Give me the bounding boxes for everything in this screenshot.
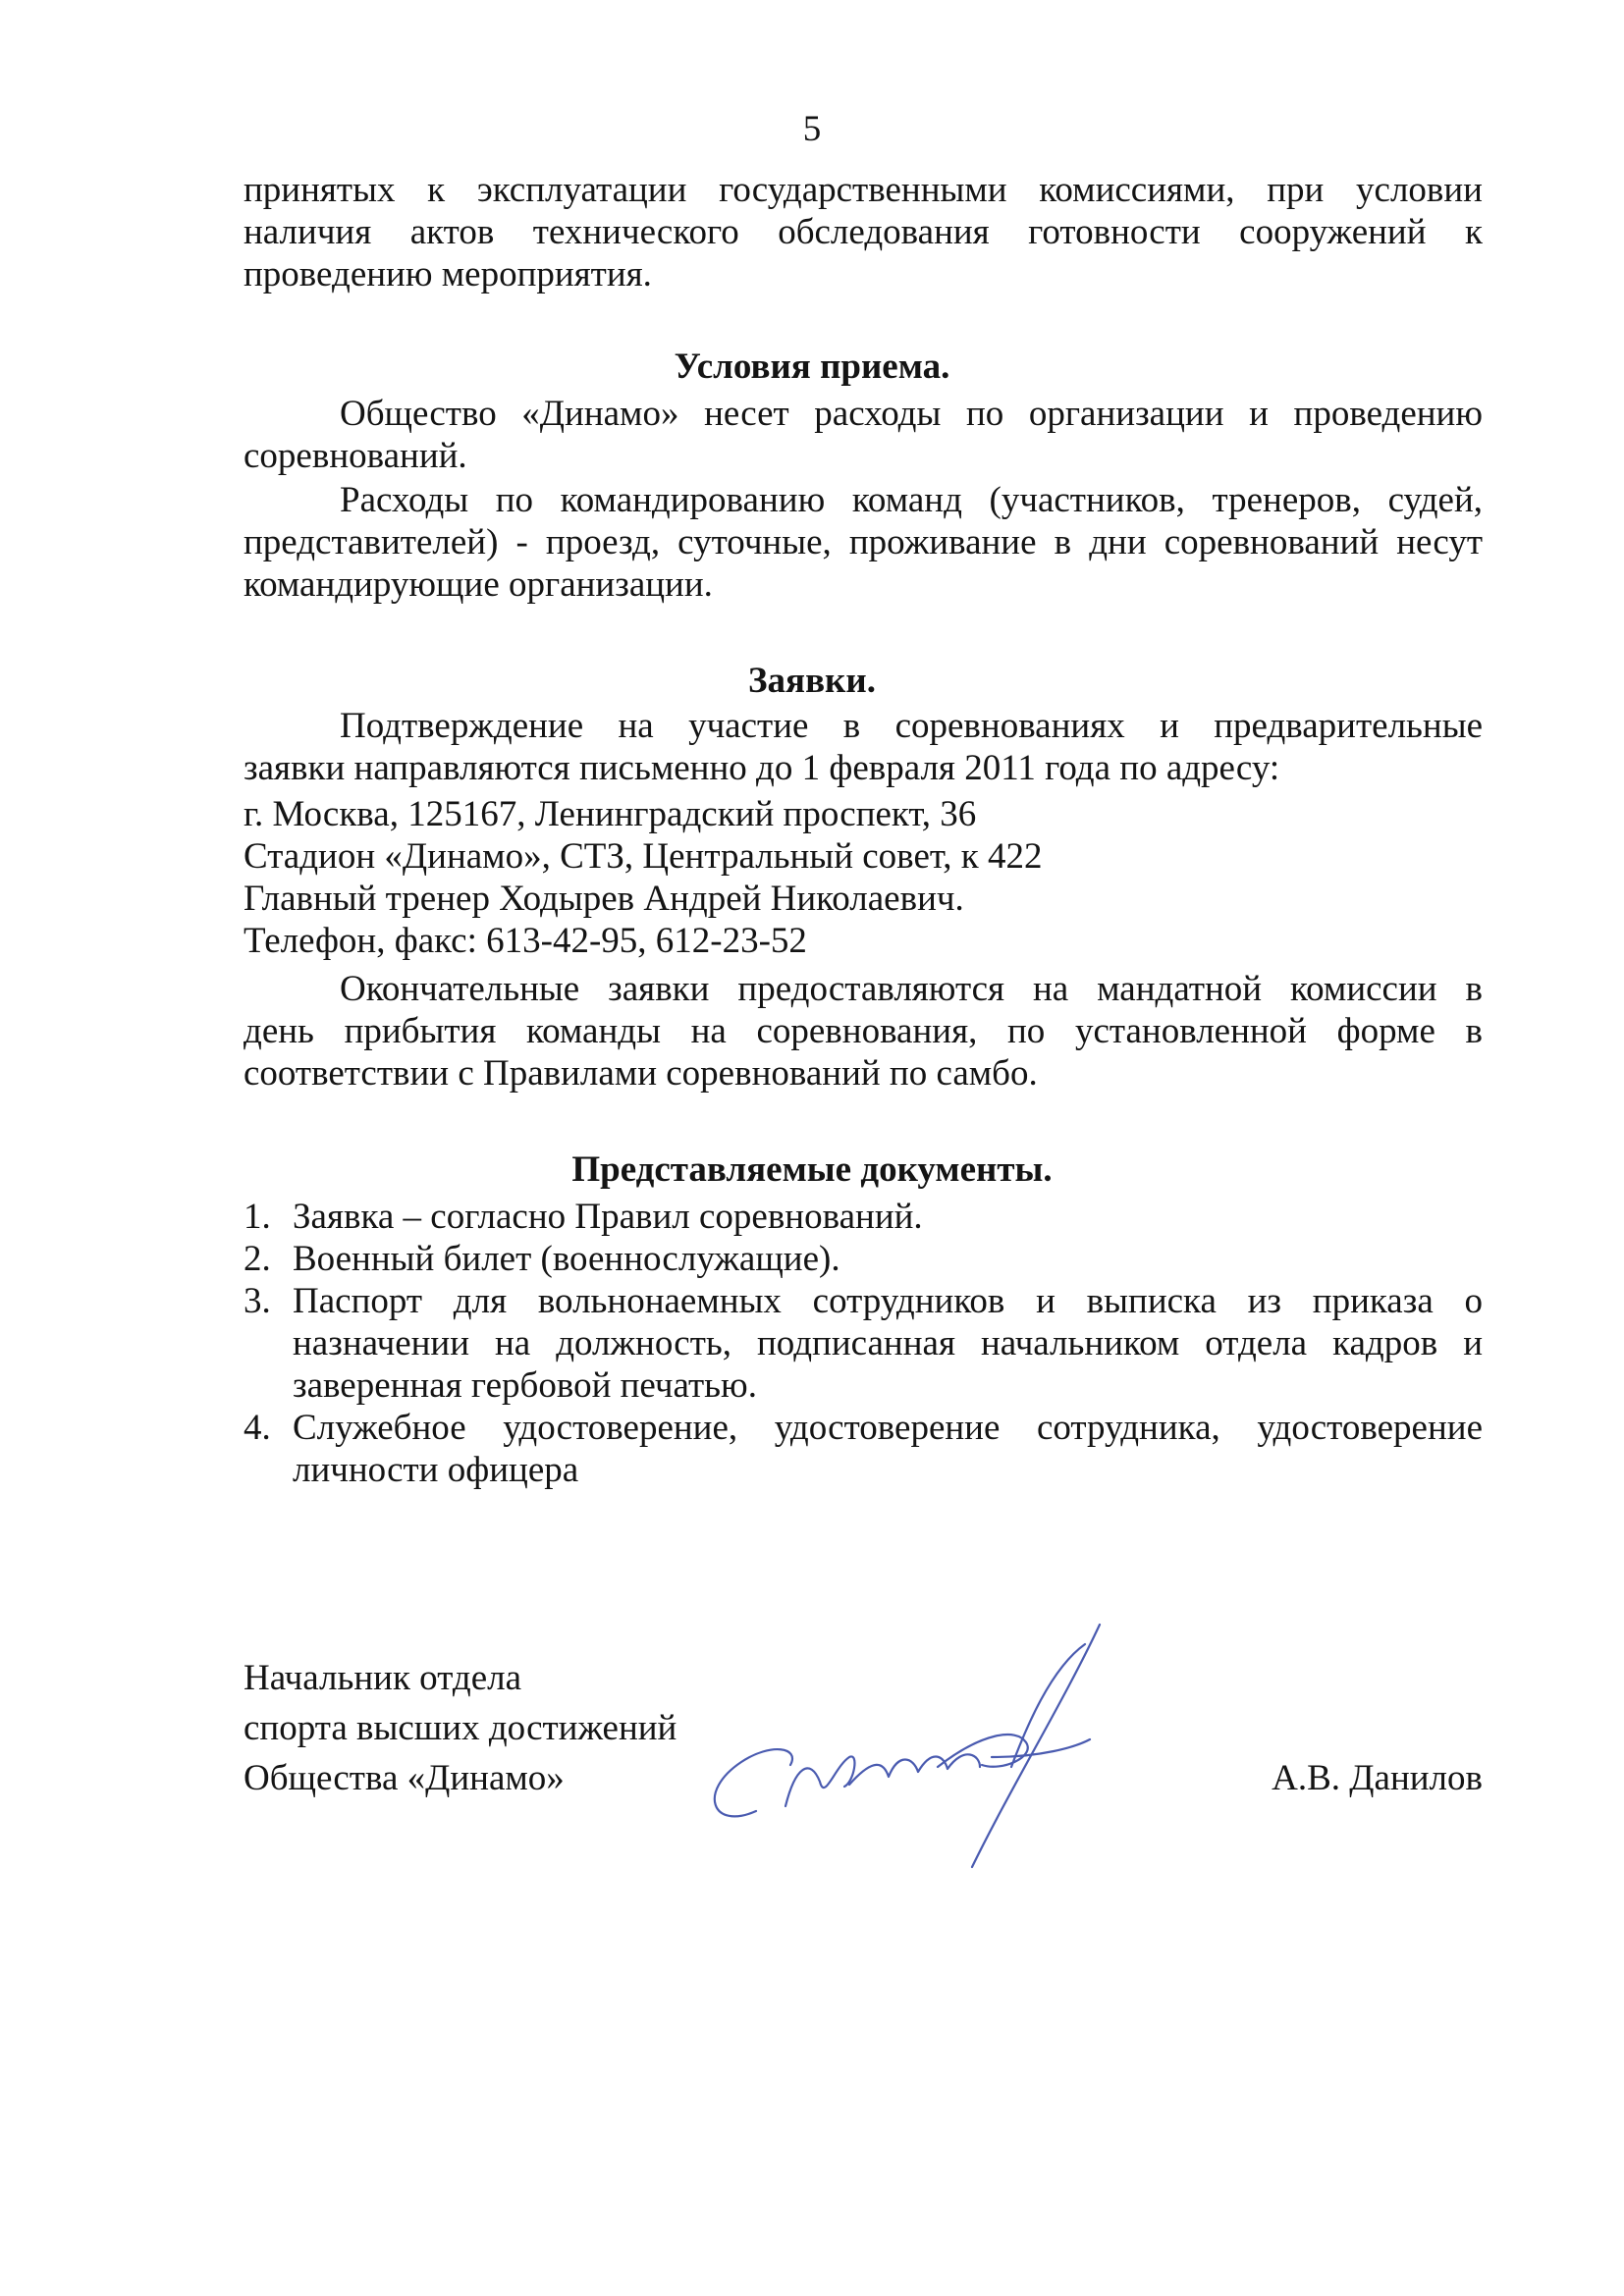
signatory-position	[244, 1653, 677, 1803]
address-line: Стадион «Динамо», СТЗ, Центральный совет, к 422	[244, 836, 1043, 877]
conditions-paragraph-2	[244, 479, 1483, 606]
text-line: принятых к эксплуатации государственными комиссиями, при условии	[244, 170, 1483, 210]
text-line: Служебное удостоверение, удостоверение сотрудника, удостоверение	[293, 1408, 1483, 1448]
address-block	[244, 793, 1483, 962]
handwritten-signature	[687, 1610, 1198, 1885]
applications-paragraph-1	[244, 705, 1483, 789]
list-number: 2.	[244, 1239, 271, 1279]
text-line: Подтверждение на участие в соревнованиях и предварительные	[340, 706, 1483, 746]
section-heading-conditions: Условия приема.	[674, 347, 950, 387]
intro-paragraph	[244, 169, 1483, 295]
text-line: соревнований.	[244, 436, 467, 476]
text-line: представителей) - проезд, суточные, проживание в дни соревнований несут	[244, 522, 1483, 562]
section-heading-documents: Представляемые документы.	[571, 1149, 1053, 1190]
documents-list	[244, 1196, 1483, 1491]
text-line: наличия актов технического обследования готовности сооружений к	[244, 212, 1483, 252]
text-line: соответствии с Правилами соревнований по самбо.	[244, 1053, 1038, 1094]
list-item	[244, 1196, 1483, 1238]
signatory-name: А.В. Данилов	[1272, 1758, 1483, 1798]
conditions-paragraph-1	[244, 393, 1483, 477]
text-line: командирующие организации.	[244, 564, 713, 605]
text-line: Военный билет (военнослужащие).	[293, 1239, 840, 1279]
text-line: Расходы по командированию команд (участников, тренеров, судей,	[340, 480, 1483, 520]
address-line: г. Москва, 125167, Ленинградский проспект, 36	[244, 794, 977, 834]
list-number: 4.	[244, 1408, 271, 1448]
position-line: спорта высших достижений	[244, 1708, 677, 1748]
address-line: Главный тренер Ходырев Андрей Николаевич.	[244, 879, 964, 919]
text-line: заверенная гербовой печатью.	[293, 1365, 757, 1406]
section-heading-applications: Заявки.	[748, 661, 876, 701]
address-line: Телефон, факс: 613-42-95, 612-23-52	[244, 921, 807, 961]
applications-paragraph-2	[244, 968, 1483, 1095]
list-item	[244, 1238, 1483, 1280]
text-line: день прибытия команды на соревнования, по установленной форме в	[244, 1011, 1483, 1051]
list-item	[244, 1280, 1483, 1407]
list-number: 1.	[244, 1197, 271, 1237]
text-line: Окончательные заявки предоставляются на мандатной комиссии в	[340, 969, 1483, 1009]
text-line: личности офицера	[293, 1450, 579, 1490]
text-line: Паспорт для вольнонаемных сотрудников и выписка из приказа о	[293, 1281, 1483, 1321]
list-number: 3.	[244, 1281, 271, 1321]
text-line: Общество «Динамо» несет расходы по организации и проведению	[340, 394, 1483, 434]
text-line: Заявка – согласно Правил соревнований.	[293, 1197, 923, 1237]
text-line: заявки направляются письменно до 1 февраля 2011 года по адресу:	[244, 748, 1280, 788]
list-item	[244, 1407, 1483, 1491]
page-number: 5	[802, 109, 822, 149]
text-line: назначении на должность, подписанная начальником отдела кадров и	[293, 1323, 1483, 1363]
position-line: Начальник отдела	[244, 1658, 522, 1698]
position-line: Общества «Динамо»	[244, 1758, 565, 1798]
text-line: проведению мероприятия.	[244, 254, 652, 294]
